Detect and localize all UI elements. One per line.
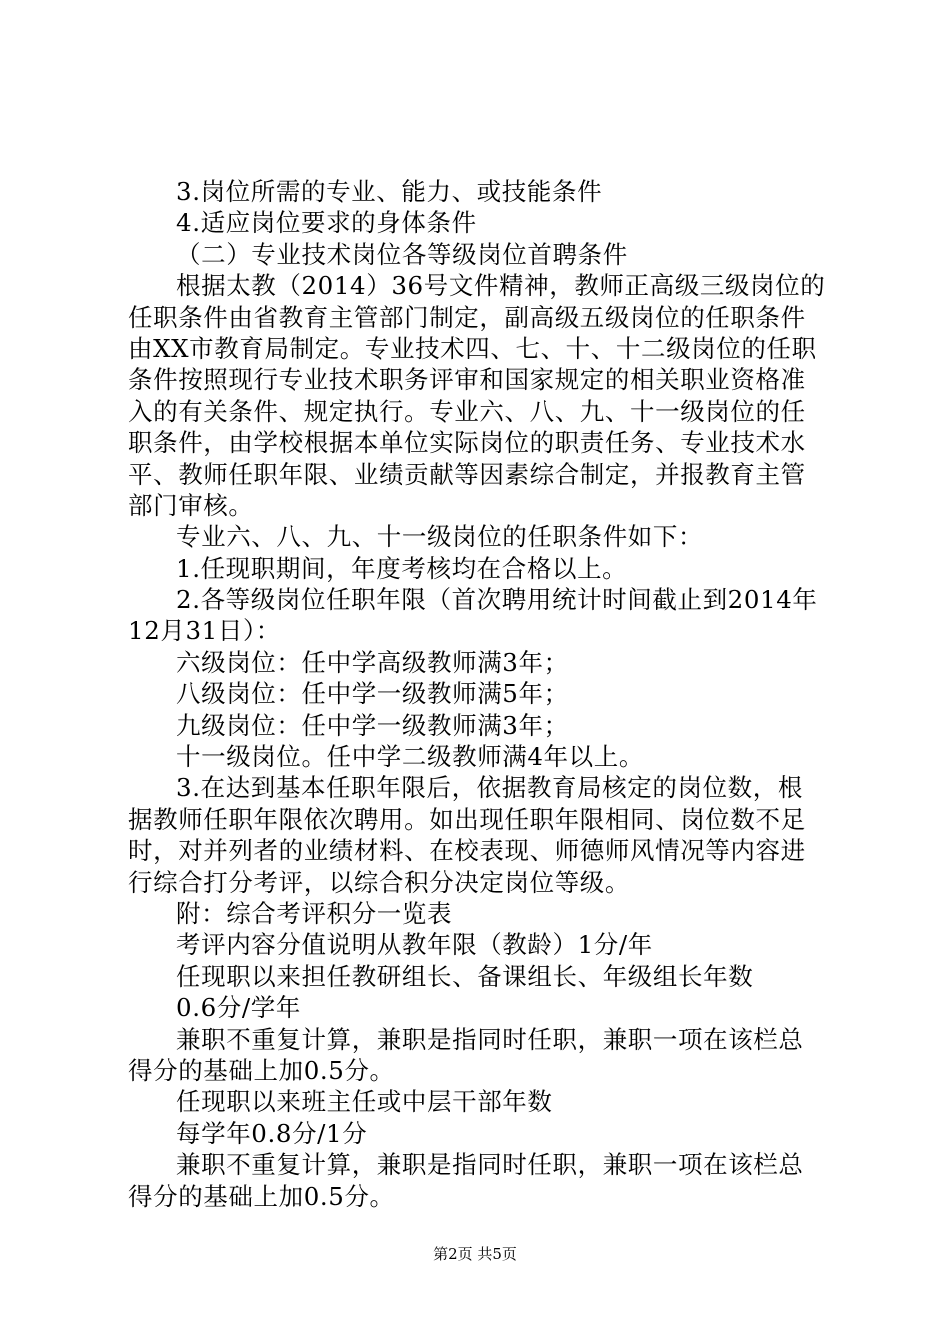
document-line: 任职条件由省教育主管部门制定，副高级五级岗位的任职条件 <box>128 302 806 332</box>
document-line: 平、教师任职年限、业绩贡献等因素综合制定，并报教育主管 <box>128 459 806 489</box>
document-line: 时，对并列者的业绩材料、在校表现、师德师风情况等内容进 <box>128 836 806 866</box>
document-line: 兼职不重复计算，兼职是指同时任职，兼职一项在该栏总 <box>176 1150 804 1180</box>
document-line: 部门审核。 <box>128 490 254 520</box>
document-line: 3.岗位所需的专业、能力、或技能条件 <box>176 177 603 206</box>
document-line: 得分的基础上加0.5分。 <box>128 1055 395 1085</box>
document-body <box>128 176 834 1212</box>
document-line: 每学年0.8分/1分 <box>176 1118 368 1148</box>
document-line: 得分的基础上加0.5分。 <box>128 1181 395 1211</box>
document-line: 1.任现职期间，年度考核均在合格以上。 <box>176 553 628 583</box>
document-line: 任现职以来担任教研组长、备课组长、年级组长年数 <box>176 961 754 991</box>
document-line: 任现职以来班主任或中层干部年数 <box>176 1087 553 1117</box>
document-line: 0.6分/学年 <box>176 993 301 1023</box>
document-line: 十一级岗位。任中学二级教师满4年以上。 <box>176 742 644 772</box>
document-line: 条件按照现行专业技术职务评审和国家规定的相关职业资格准 <box>128 365 806 395</box>
document-line: 六级岗位：任中学高级教师满3年； <box>176 647 569 677</box>
document-line: 职条件，由学校根据本单位实际岗位的职责任务、专业技术水 <box>128 428 806 458</box>
document-line: 考评内容分值说明从教年限（教龄）1分/年 <box>176 930 653 960</box>
document-line: 2.各等级岗位任职年限（首次聘用统计时间截止到2014年 <box>176 585 818 615</box>
document-line: 行综合打分考评，以综合积分决定岗位等级。 <box>128 867 630 897</box>
document-line: （二）专业技术岗位各等级岗位首聘条件 <box>176 239 628 269</box>
document-line: 4.适应岗位要求的身体条件 <box>176 208 477 238</box>
document-line: 由XX市教育局制定。专业技术四、七、十、十二级岗位的任职 <box>128 333 817 363</box>
document-line: 12月31日）： <box>128 616 281 646</box>
document-line: 根据太教（2014）36号文件精神，教师正高级三级岗位的 <box>176 271 826 301</box>
document-line: 3.在达到基本任职年限后，依据教育局核定的岗位数，根 <box>176 773 803 803</box>
document-line: 入的有关条件、规定执行。专业六、八、九、十一级岗位的任 <box>128 396 806 426</box>
page-number-footer: 第2页 共5页 <box>433 1245 517 1263</box>
document-line: 专业六、八、九、十一级岗位的任职条件如下： <box>176 522 704 552</box>
document-line: 据教师任职年限依次聘用。如出现任职年限相同、岗位数不足 <box>128 804 806 834</box>
document-line: 兼职不重复计算，兼职是指同时任职，兼职一项在该栏总 <box>176 1024 804 1054</box>
document-line: 八级岗位：任中学一级教师满5年； <box>176 679 569 709</box>
document-line: 九级岗位：任中学一级教师满3年； <box>176 710 569 740</box>
document-line: 附：综合考评积分一览表 <box>176 898 453 928</box>
